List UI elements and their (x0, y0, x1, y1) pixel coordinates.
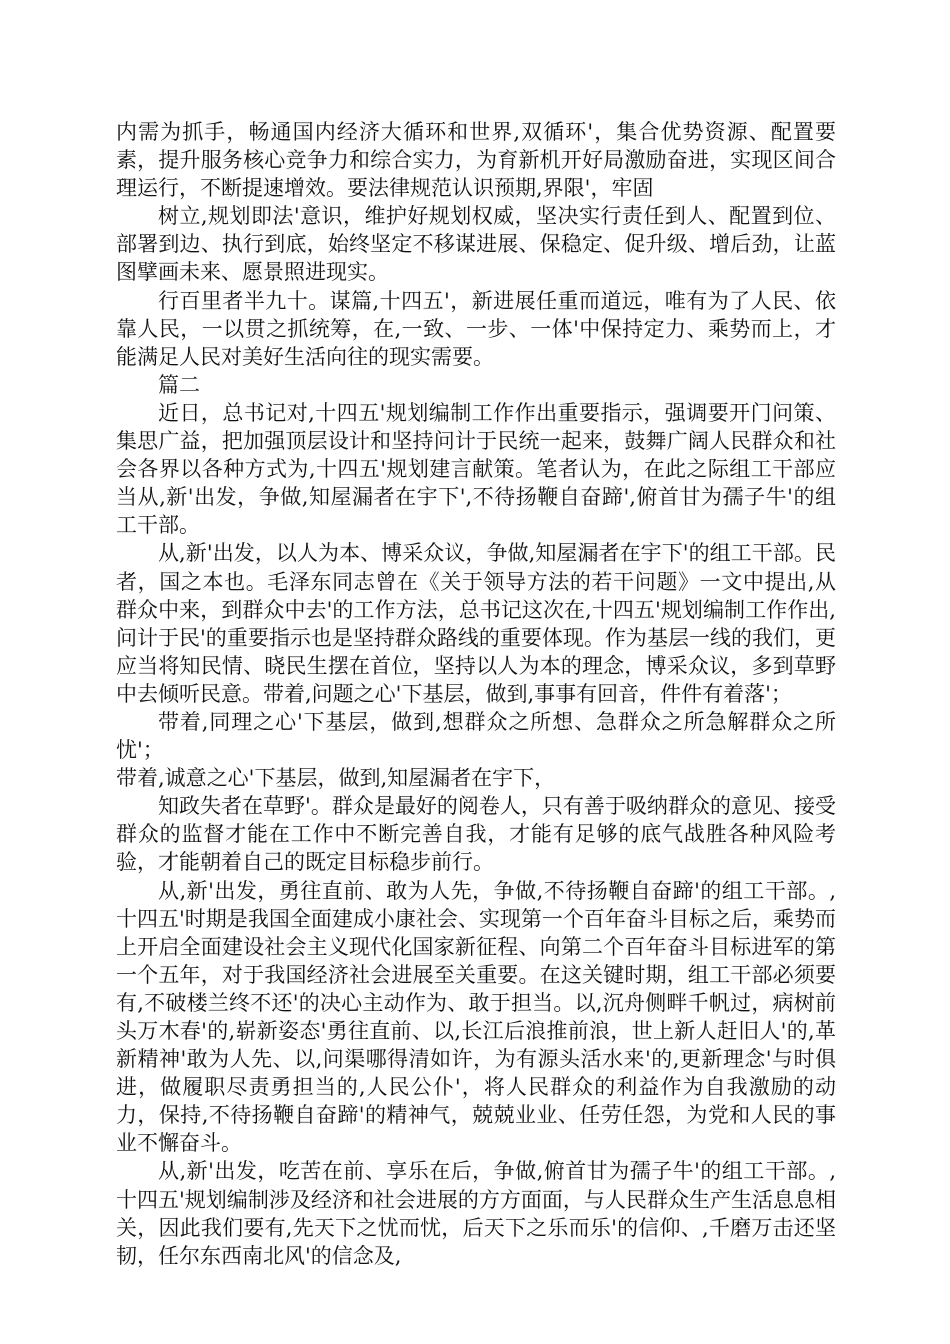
paragraph: 内需为抓手，畅通国内经济大循环和世界,双循环'，集合优势资源、配置要素，提升服务核心竞争力和综合实力，为育新机开好局激励奋进，实现区间合理运行，不断提速增效。要法律规范认识预期,界限'，牢固 (116, 120, 836, 201)
paragraph: 知政失者在草野'。群众是最好的阅卷人，只有善于吸纳群众的意见、接受群众的监督才能在工作中不断完善自我，才能有足够的底气战胜各种风险考验，才能朝着自己的既定目标稳步前行。 (116, 794, 836, 875)
paragraph: 近日，总书记对,十四五'规划编制工作作出重要指示，强调要开门问策、集思广益，把加强顶层设计和坚持问计于民统一起来，鼓舞广阔人民群众和社会各界以各种方式为,十四五'规划建言献策。笔者认为，在此之际组工干部应当从,新'出发，争做,知屋漏者在宇下',不待扬鞭自奋蹄',俯首甘为孺子牛'的组工干部。 (116, 400, 836, 538)
paragraph: 带着,同理之心'下基层，做到,想群众之所想、急群众之所急解群众之所忧'； (116, 709, 836, 763)
document-body (116, 118, 836, 1270)
section-heading: 篇二 (158, 372, 200, 397)
paragraph: 从,新'出发，勇往直前、敢为人先，争做,不待扬鞭自奋蹄'的组工干部。,十四五'时期是我国全面建成小康社会、实现第一个百年奋斗目标之后，乘势而上开启全面建设社会主义现代化国家新征程、向第二个百年奋斗目标进军的第一个五年，对于我国经济社会进展至关重要。在这关键时期，组工干部必须要有,不破楼兰终不还'的决心主动作为、敢于担当。以,沉舟侧畔千帆过，病树前头万木春'的,崭新姿态'勇往直前、以,长江后浪推前浪，世上新人赶旧人'的,革新精神'敢为人先、以,问渠哪得清如许，为有源头活水来'的,更新理念'与时俱进，做履职尽责勇担当的,人民公仆'，将人民群众的利益作为自我激励的动力，保持,不待扬鞭自奋蹄'的精神气，兢兢业业、任劳任怨，为党和人民的事业不懈奋斗。 (116, 878, 836, 1156)
paragraph: 从,新'出发，以人为本、博采众议，争做,知屋漏者在宇下'的组工干部。民者，国之本也。毛泽东同志曾在《关于领导方法的若干问题》一文中提出,从群众中来，到群众中去'的工作方法，总书记这次在,十四五'规划编制工作作出,问计于民'的重要指示也是坚持群众路线的重要体现。作为基层一线的我们，更应当将知民情、晓民生摆在首位，坚持以人为本的理念，博采众议，多到草野中去倾听民意。带着,问题之心'下基层，做到,事事有回音，件件有着落'； (116, 541, 836, 706)
paragraph: 行百里者半九十。谋篇,十四五'，新进展任重而道远，唯有为了人民、依靠人民，一以贯之抓统筹，在,一致、一步、一体'中保持定力、乘势而上，才能满足人民对美好生活向往的现实需要。 (116, 288, 836, 369)
paragraph: 树立,规划即法'意识，维护好规划权威，坚决实行责任到人、配置到位、部署到边、执行到底，始终坚定不移谋进展、保稳定、促升级、增后劲，让蓝图擘画未来、愿景照进现实。 (116, 204, 836, 285)
paragraph: 从,新'出发，吃苦在前、享乐在后，争做,俯首甘为孺子牛'的组工干部。,十四五'规划编制涉及经济和社会进展的方方面面，与人民群众生产生活息息相关，因此我们要有,先天下之忧而忧，后天下之乐而乐'的信仰、,千磨万击还坚韧，任尔东西南北风'的信念及, (116, 1159, 836, 1268)
paragraph: 带着,诚意之心'下基层，做到,知屋漏者在宇下， (116, 766, 556, 791)
